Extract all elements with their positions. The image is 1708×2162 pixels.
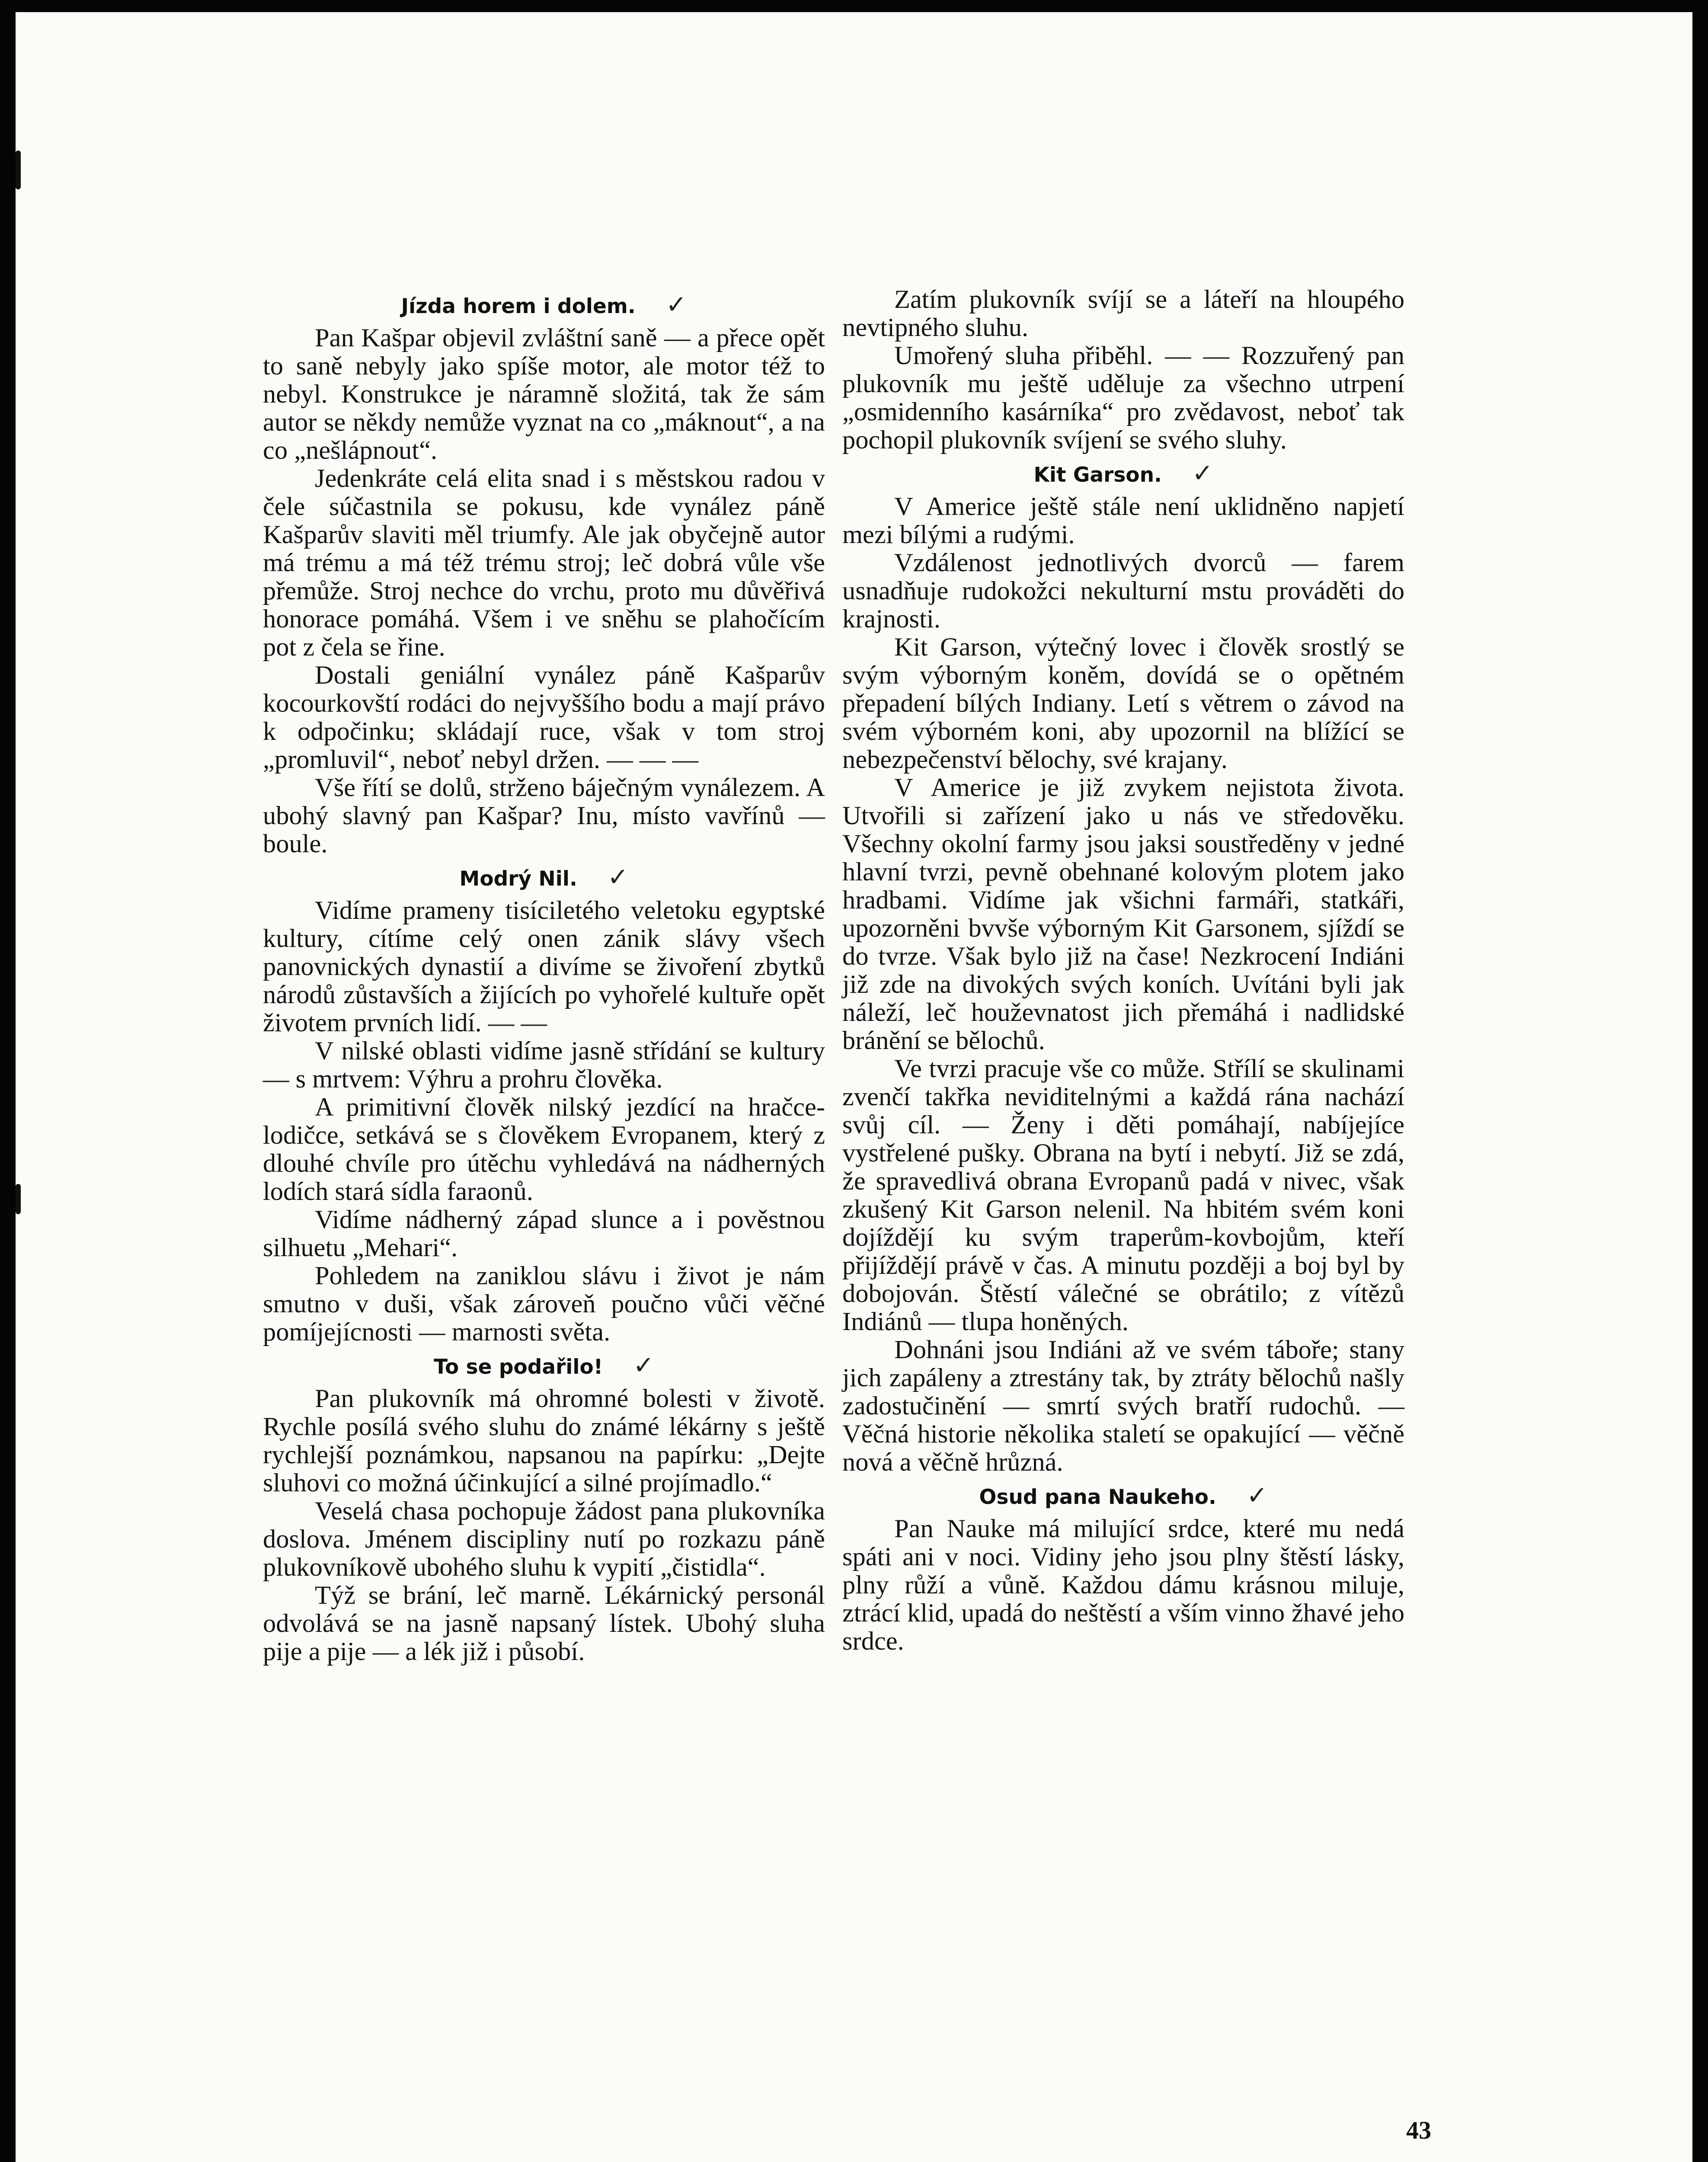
paragraph: Vzdálenost jednotlivých dvorců — farem usnadňuje rudokožci nekulturní mstu prováděti do krajnosti. — [842, 548, 1404, 633]
page-number: 43 — [1406, 2116, 1431, 2144]
right-column — [842, 285, 1404, 1655]
paragraph: Kit Garson, výtečný lovec i člověk srostlý se svým výborným koněm, dovídá se o opětném přepadení bílých Indiany. Letí s větrem o závod na svém výborném koni, aby upozornil na blížící se nebezpečenství bělochy, své krajany. — [842, 633, 1404, 774]
section-heading: Jízda horem i dolem. ✓ — [401, 290, 687, 319]
section-heading: Modrý Nil. ✓ — [459, 862, 629, 892]
paragraph: V nilské oblasti vidíme jasně střídání se kultury — s mrtvem: Výhru a prohru člověka. — [263, 1036, 825, 1094]
paragraph: Veselá chasa pochopuje žádost pana plukovníka doslova. Jménem discipliny nutí po rozkazu páně plukovníkově ubohého sluhu k vypití „čistidla“. — [263, 1497, 825, 1582]
section-heading: To se podařilo! ✓ — [434, 1350, 654, 1380]
paragraph: Vše řítí se dolů, strženo báječným vynálezem. A ubohý slavný pan Kašpar? Inu, místo vavřínů — boule. — [263, 773, 825, 858]
paragraph: V Americe ještě stále není uklidněno napjetí mezi bílými a rudými. — [842, 492, 1404, 549]
paragraph: Pan Nauke má milující srdce, které mu nedá spáti ani v noci. Vidiny jeho jsou plny štěstí lásky, plny růží a vůně. Každou dámu krásnou miluje, ztrácí klid, upadá do neštěstí a vším vinno žhavé jeho srdce. — [842, 1514, 1404, 1656]
check-mark-icon: ✓ — [633, 1350, 654, 1380]
binding-mark — [16, 1184, 21, 1214]
paragraph: V Americe je již zvykem nejistota života. Utvořili si zařízení jako u nás ve středověku. Všechny okolní farmy jsou jaksi soustředěny v jedné hlavní tvrzi, pevně obehnané kolovým plotem jako hradbami. Vidíme jak všichni farmáři, statkáři, upozorněni bvvše výborným Kit Garsonem, sjíždí se do tvrze. Však bylo již na čase! Nezkrocení Indiáni již zde na divokých svých koních. Uvítáni byli jak náleží, leč houževnatost jich přemáhá i nadlidské bránění se bělochů. — [842, 773, 1404, 1055]
paragraph: Týž se brání, leč marně. Lékárnický personál odvolává se na jasně napsaný lístek. Ubohý sluha pije a pije — a lék již i působí. — [263, 1581, 825, 1666]
paragraph: A primitivní člověk nilský jezdící na hračce-lodičce, setkává se s člověkem Evropanem, který z dlouhé chvíle pro útěchu vyhledává na nádherných lodích stará sídla faraonů. — [263, 1093, 825, 1206]
check-mark-icon: ✓ — [1246, 1481, 1268, 1510]
paragraph: Vidíme prameny tisíciletého veletoku egyptské kultury, cítíme celý onen zánik slávy všech panovnických dynastií a divíme se živoření zbytků národů zůstavších a žijících po vyhořelé kultuře opět životem prvních lidí. — — — [263, 896, 825, 1037]
paragraph: Dohnáni jsou Indiáni až ve svém táboře; stany jich zapáleny a ztrestány tak, by ztráty bělochů našly zadostučinění — smrtí svých bratří rudochů. — Věčná historie několika staletí se opakující — věčně nová a věčně hrůzná. — [842, 1335, 1404, 1477]
paragraph: Umořený sluha přiběhl. — — Rozzuřený pan plukovník mu ještě uděluje za všechno utrpení „osmidenního kasárníka“ pro zvědavost, neboť tak pochopil plukovník svíjení se svého sluhy. — [842, 341, 1404, 454]
paragraph: Ve tvrzi pracuje vše co může. Střílí se skulinami zvenčí takřka neviditelnými a každá rána nachází svůj cíl. — Ženy i děti pomáhají, nabíjejíce vystřelené pušky. Obrana na bytí i nebytí. Již se zdá, že spravedlivá obrana Evropanů padá v nivec, však zkušený Kit Garson nelenil. Na hbitém svém koni dojíždějí ku svým traperům-kovbojům, kteří přijíždějí právě v čas. A minutu později a boj byl by dobojován. Štěstí válečné se obrátilo; z vítězů Indiánů — tlupa honěných. — [842, 1054, 1404, 1336]
scanned-page — [16, 12, 1692, 2162]
binding-mark — [16, 150, 21, 189]
paragraph: Vidíme nádherný západ slunce a i pověstnou silhuetu „Mehari“. — [263, 1205, 825, 1262]
section-heading: Osud pana Naukeho. ✓ — [979, 1481, 1268, 1510]
paragraph: Pan plukovník má ohromné bolesti v životě. Rychle posílá svého sluhu do známé lékárny s ještě rychlejší poznámkou, napsanou na papírku: „Dejte sluhovi co možná účinkující a silné projímadlo.“ — [263, 1384, 825, 1497]
paragraph: Pan Kašpar objevil zvláštní saně — a přece opět to saně nebyly jako spíše motor, ale motor též to nebyl. Konstrukce je náramně složitá, tak že sám autor se někdy nemůže vyznat na co „máknout“, a na co „nešlápnout“. — [263, 323, 825, 465]
paragraph: Pohledem na zaniklou slávu i život je nám smutno v duši, však zároveň poučno vůči věčné pomíjejícnosti — marnosti světa. — [263, 1261, 825, 1346]
check-mark-icon: ✓ — [1192, 458, 1213, 488]
paragraph: Jedenkráte celá elita snad i s městskou radou v čele súčastnila se pokusu, kde vynález páně Kašparův slaviti měl triumfy. Ale jak obyčejně autor má trému a má též trému stroj; leč dobrá vůle vše přemůže. Stroj nechce do vrchu, proto mu důvěřivá honorace pomáhá. Všem i ve sněhu se plahočícím pot z čela se řine. — [263, 464, 825, 662]
check-mark-icon: ✓ — [665, 290, 687, 319]
paragraph: Dostali geniální vynález páně Kašparův kocourkovští rodáci do nejvyššího bodu a mají právo k odpočinku; skládají ruce, však v tom stroj „promluvil“, neboť nebyl držen. — — — — [263, 661, 825, 774]
section-heading: Kit Garson. ✓ — [1033, 458, 1213, 488]
left-column — [263, 285, 825, 1666]
check-mark-icon: ✓ — [607, 862, 629, 892]
paragraph: Zatím plukovník svíjí se a láteří na hloupého nevtipného sluhu. — [842, 285, 1404, 342]
